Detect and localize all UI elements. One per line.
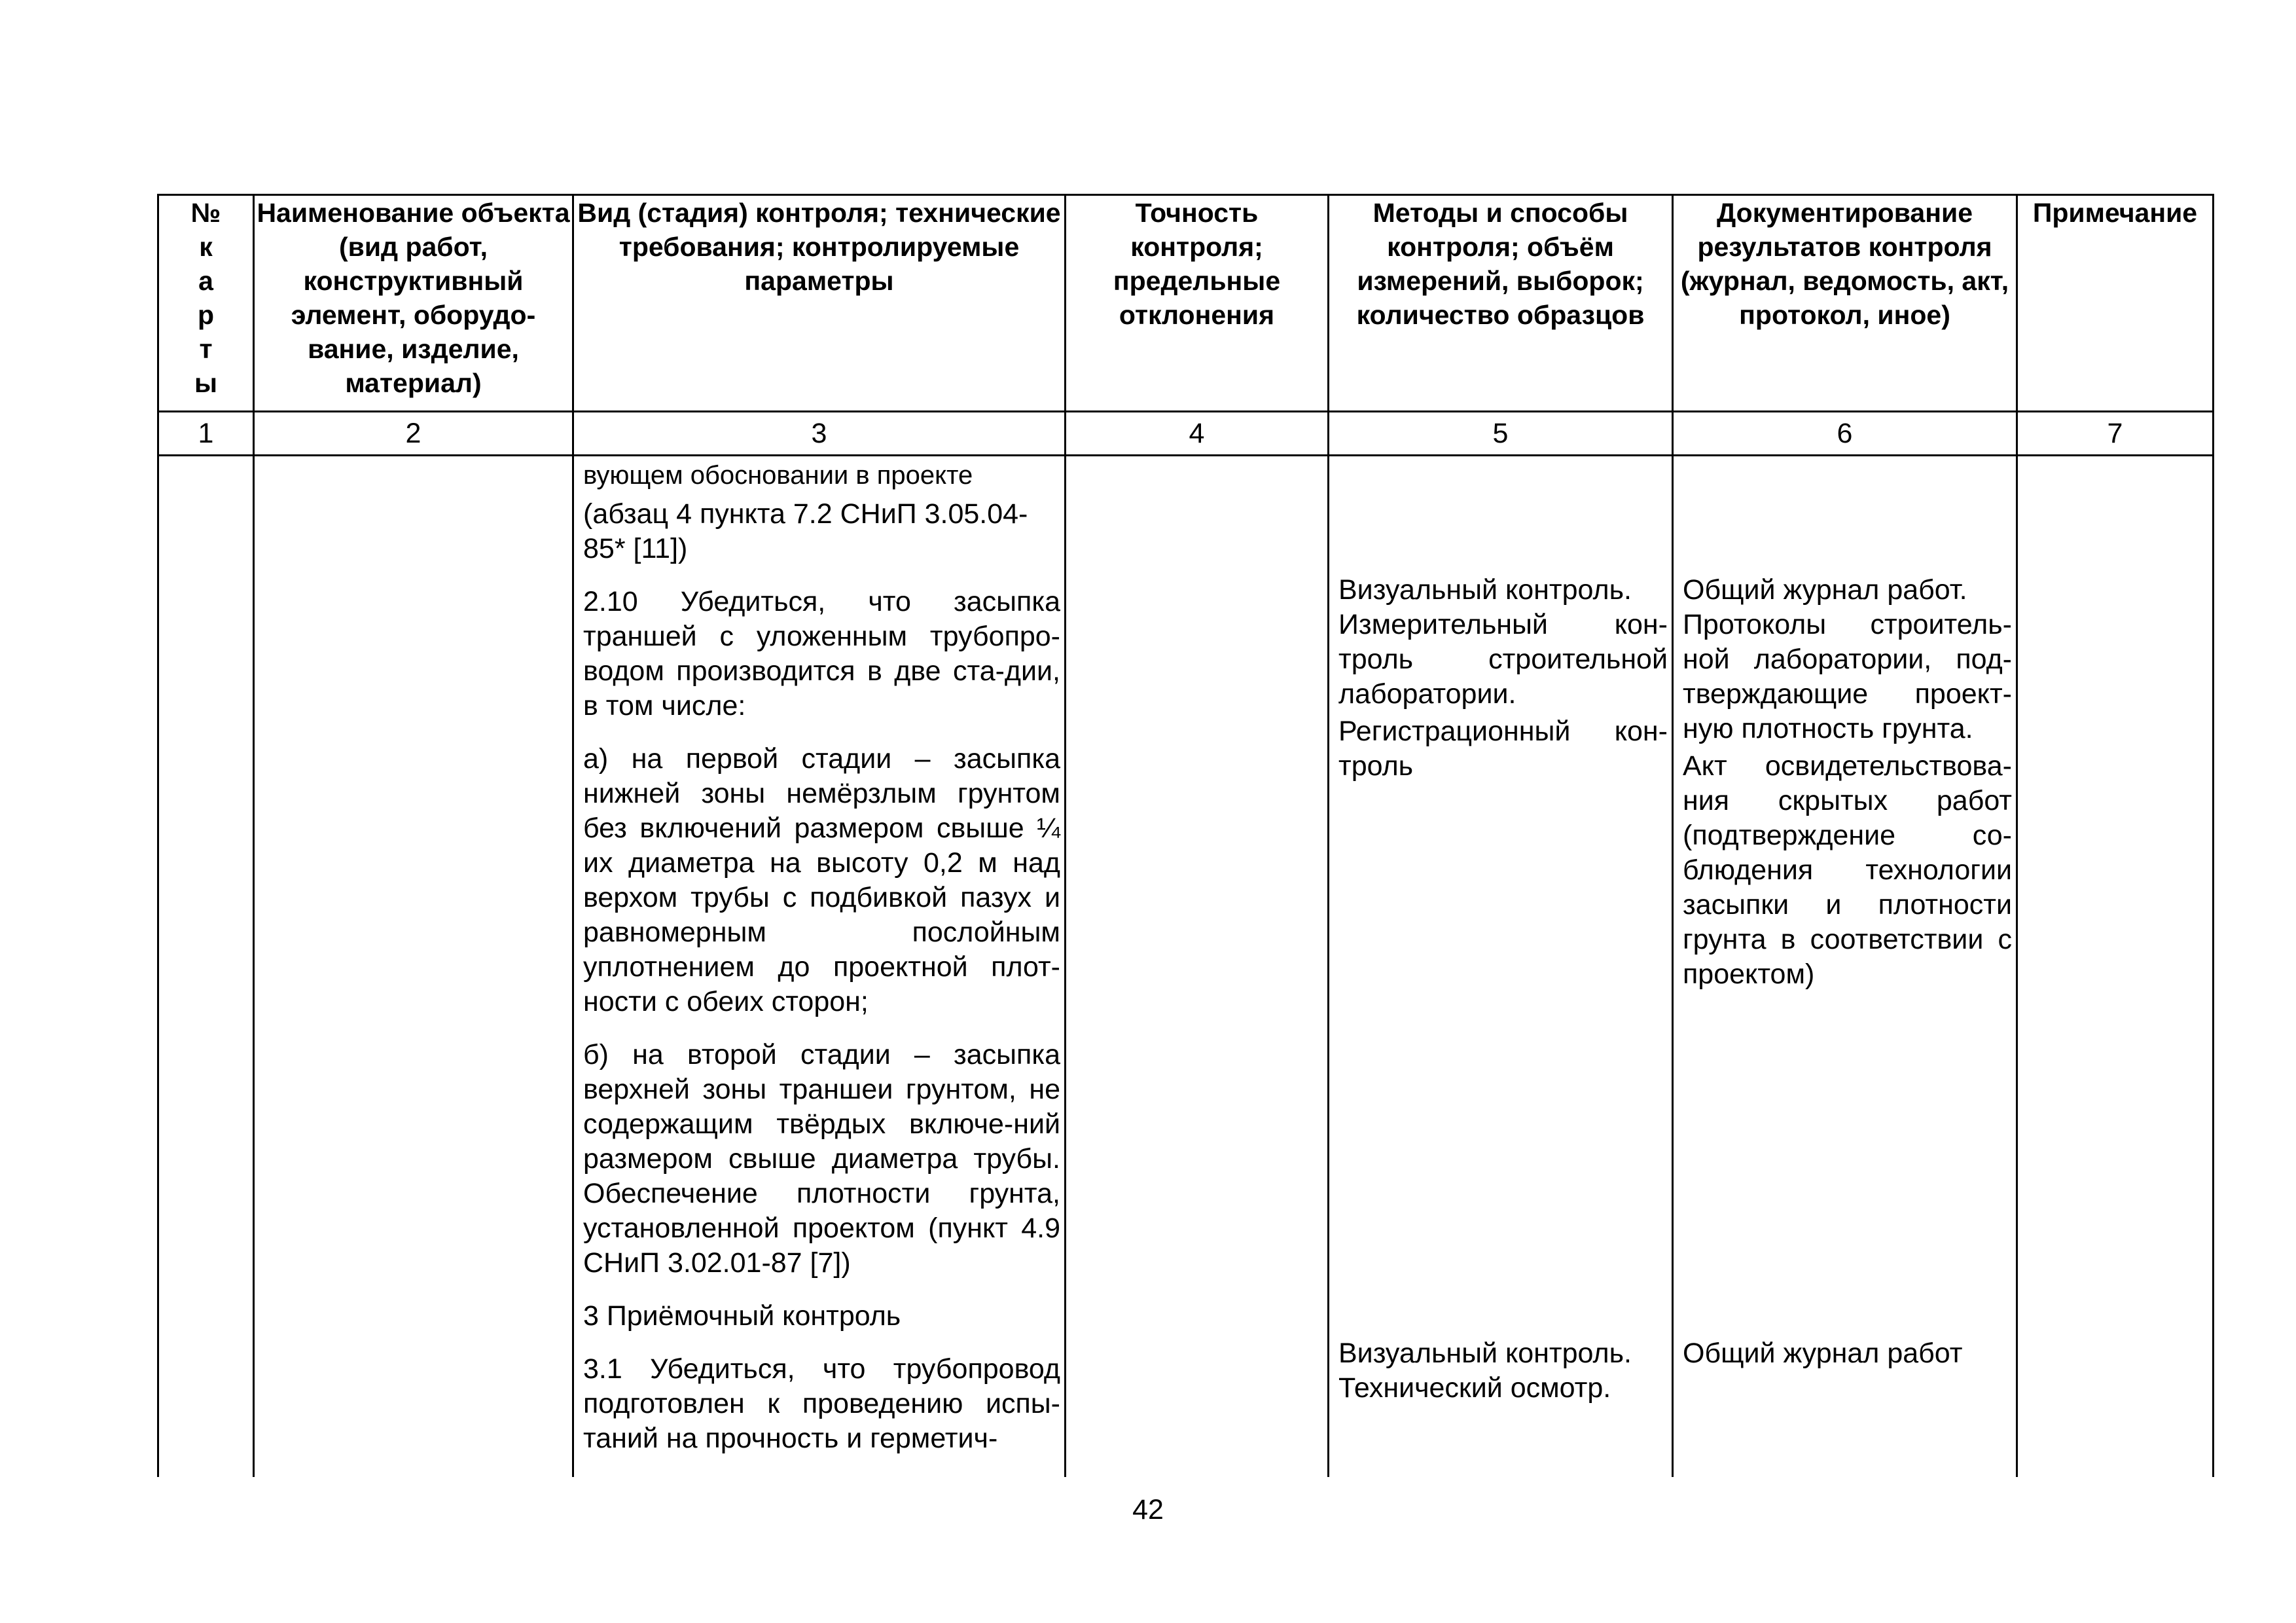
- cell-control-requirements: [573, 456, 1066, 1477]
- header-object-name: Наименование объекта (вид работ, конструктивный элемент, оборудо-вание, изделие, материал): [254, 195, 573, 412]
- header-documentation: Документирование результатов контроля (журнал, ведомость, акт, протокол, иное): [1673, 195, 2017, 412]
- requirement-text: б) на второй стадии – засыпка верхней зоны траншеи грунтом, не содержащим твёрдых включе-ний размером свыше диаметра трубы. Обеспечение плотности грунта, установленной проектом (пункт 4.9 СНиП 3.02.01-87 [7]): [583, 1039, 1060, 1279]
- content-row: [158, 456, 2214, 1477]
- requirement-text: 2.10 Убедиться, что засыпка траншей с уложенным трубопро-водом производится в две ста-дии, в том числе:: [583, 586, 1060, 721]
- documentation-text: Общий журнал работ: [1683, 1338, 1963, 1369]
- cell-object-name: [254, 456, 573, 1477]
- column-number-row: [158, 412, 2214, 456]
- header-methods: Методы и способы контроля; объём измерений, выборок; количество образцов: [1329, 195, 1673, 412]
- method-text: Регистрационный кон-троль: [1338, 716, 1668, 782]
- cell-notes: [2017, 456, 2214, 1477]
- header-accuracy: Точность контроля; предельные отклонения: [1066, 195, 1329, 412]
- method-text: Визуальный контроль.: [1338, 1338, 1632, 1369]
- column-number: 7: [2017, 412, 2214, 456]
- header-card-number: № к а р т ы: [158, 195, 254, 412]
- method-text: Технический осмотр.: [1338, 1372, 1611, 1404]
- requirement-text: (абзац 4 пункта 7.2 СНиП 3.05.04-85* [11]): [583, 498, 1028, 564]
- column-number: 5: [1329, 412, 1673, 456]
- documentation-text: Общий журнал работ.: [1683, 574, 1967, 606]
- cell-card-number: [158, 456, 254, 1477]
- page-number: 42: [1132, 1494, 1164, 1525]
- cell-accuracy: [1066, 456, 1329, 1477]
- section-heading: 3 Приёмочный контроль: [583, 1300, 901, 1332]
- column-number: 3: [573, 412, 1066, 456]
- method-text: Измерительный кон-троль строительной лаборатории.: [1338, 609, 1668, 710]
- documentation-text: Акт освидетельствова-ния скрытых работ (подтверждение со-блюдения технологии засыпки и плотности грунта в соответствии с проектом): [1683, 750, 2012, 990]
- requirement-text: вующем обосновании в проекте: [583, 461, 973, 490]
- header-notes: Примечание: [2017, 195, 2214, 412]
- control-table: [157, 194, 2214, 1477]
- cell-methods: [1329, 456, 1673, 1477]
- header-control-type: Вид (стадия) контроля; технические требования; контролируемые параметры: [573, 195, 1066, 412]
- column-number: 1: [158, 412, 254, 456]
- column-number: 4: [1066, 412, 1329, 456]
- requirement-text: а) на первой стадии – засыпка нижней зоны немёрзлым грунтом без включений размером свыше ¼ их диаметра на высоту 0,2 м над верхом трубы с подбивкой пазух и равномерным послойным уплотнением до проектной плот-ности с обеих сторон;: [583, 743, 1060, 1017]
- cell-documentation: [1673, 456, 2017, 1477]
- documentation-text: Протоколы строитель-ной лаборатории, под-тверждающие проект-ную плотность грунта.: [1683, 609, 2012, 744]
- column-number: 6: [1673, 412, 2017, 456]
- method-text: Визуальный контроль.: [1338, 574, 1632, 606]
- column-number: 2: [254, 412, 573, 456]
- header-row: [158, 195, 2214, 412]
- requirement-text: 3.1 Убедиться, что трубопровод подготовлен к проведению испы-таний на прочность и герметич-: [583, 1353, 1060, 1454]
